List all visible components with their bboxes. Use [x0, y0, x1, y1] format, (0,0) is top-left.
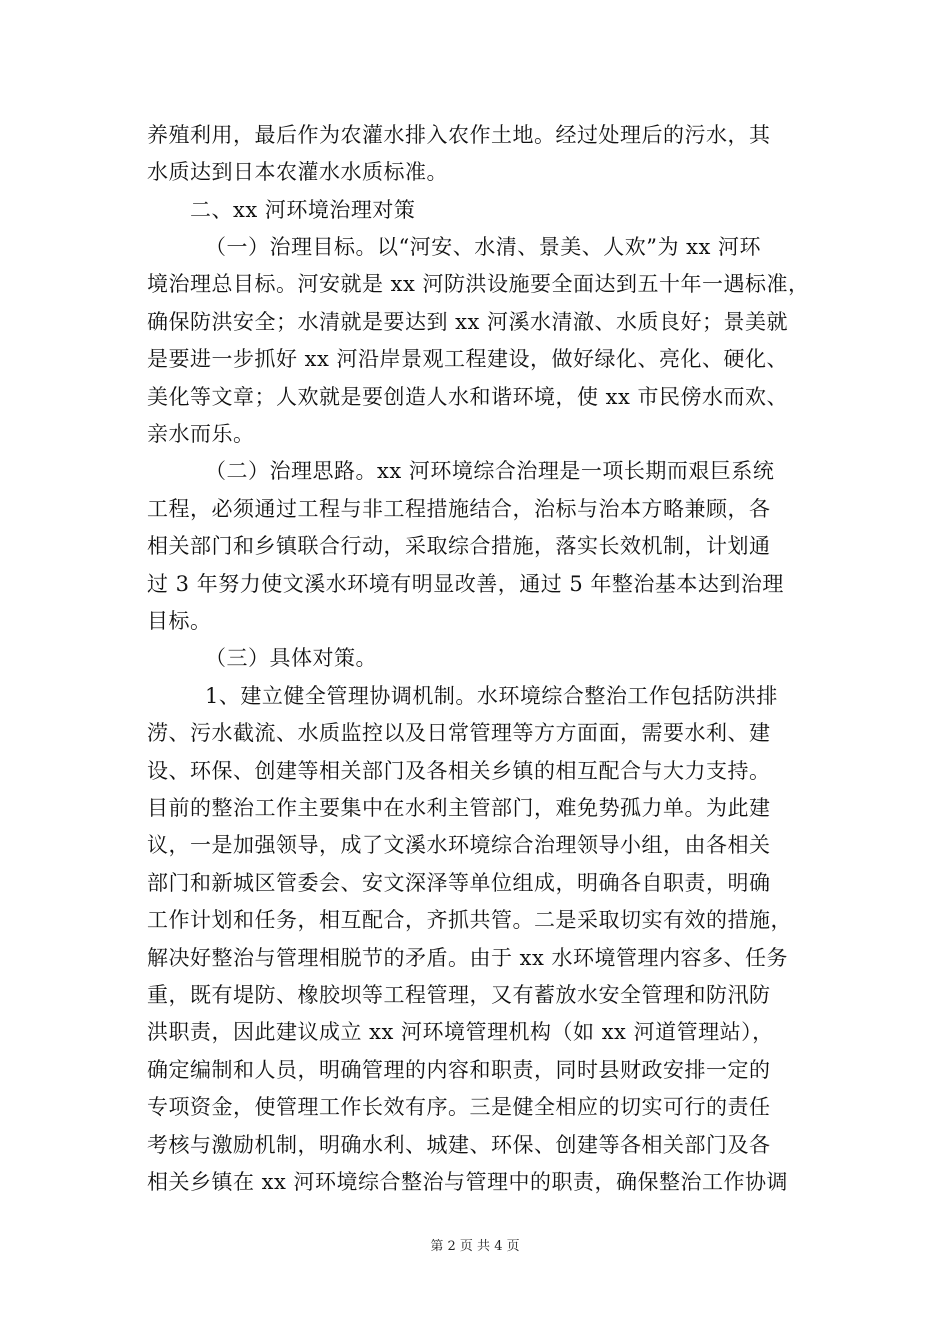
text-line: 是要进一步抓好 xx 河沿岸景观工程建设，做好绿化、亮化、硬化、 — [147, 347, 789, 371]
text-line: 工作计划和任务，相互配合，齐抓共管。二是采取切实有效的措施， — [147, 908, 792, 932]
text-line: （二）治理思路。xx 河环境综合治理是一项长期而艰巨系统 — [205, 459, 775, 483]
text-line: 相关乡镇在 xx 河环境综合整治与管理中的职责，确保整治工作协调 — [147, 1170, 789, 1194]
text-line: 专项资金，使管理工作长效有序。三是健全相应的切实可行的责任 — [147, 1095, 771, 1119]
text-line: 目前的整治工作主要集中在水利主管部门，难免势孤力单。为此建 — [147, 796, 771, 820]
text-line: 涝、污水截流、水质监控以及日常管理等方方面面，需要水利、建 — [147, 721, 771, 745]
text-line: 解决好整治与管理相脱节的矛盾。由于 xx 水环境管理内容多、任务 — [147, 946, 789, 970]
text-line: 境治理总目标。河安就是 xx 河防洪设施要全面达到五十年一遇标准， — [147, 272, 810, 296]
text-line: 考核与激励机制，明确水利、城建、环保、创建等各相关部门及各 — [147, 1133, 771, 1157]
text-line: 过 3 年努力使文溪水环境有明显改善，通过 5 年整治基本达到治理 — [147, 572, 784, 596]
text-line: 水质达到日本农灌水水质标准。 — [147, 160, 448, 184]
page-number: 第 2 页 共 4 页 — [430, 1239, 520, 1254]
text-line: （一）治理目标。以“河安、水清、景美、人欢”为 xx 河环 — [205, 235, 762, 259]
text-line: 工程，必须通过工程与非工程措施结合，治标与治本方略兼顾，各 — [147, 497, 771, 521]
text-line: 相关部门和乡镇联合行动，采取综合措施，落实长效机制，计划通 — [147, 534, 771, 558]
text-line: 养殖利用，最后作为农灌水排入农作土地。经过处理后的污水，其 — [147, 123, 771, 147]
text-line: 美化等文章；人欢就是要创造人水和谐环境，使 xx 市民傍水而欢、 — [147, 385, 789, 409]
text-line: 确保防洪安全；水清就是要达到 xx 河溪水清澈、水质良好；景美就 — [147, 310, 789, 334]
text-line: 1、建立健全管理协调机制。水环境综合整治工作包括防洪排 — [205, 684, 778, 708]
text-line: 目标。 — [147, 609, 212, 633]
text-line: 确定编制和人员，明确管理的内容和职责，同时县财政安排一定的 — [147, 1058, 771, 1082]
text-line: 重，既有堤防、橡胶坝等工程管理，又有蓄放水安全管理和防汛防 — [147, 983, 771, 1007]
section-heading: 二、xx 河环境治理对策 — [190, 198, 416, 222]
text-line: 议，一是加强领导，成了文溪水环境综合治理领导小组，由各相关 — [147, 833, 771, 857]
text-line: 洪职责，因此建议成立 xx 河环境管理机构（如 xx 河道管理站）， — [147, 1020, 774, 1044]
text-line: 部门和新城区管委会、安文深泽等单位组成，明确各自职责，明确 — [147, 871, 771, 895]
section-heading: （三）具体对策。 — [205, 646, 377, 670]
text-line: 亲水而乐。 — [147, 422, 255, 446]
text-line: 设、环保、创建等相关部门及各相关乡镇的相互配合与大力支持。 — [147, 759, 771, 783]
